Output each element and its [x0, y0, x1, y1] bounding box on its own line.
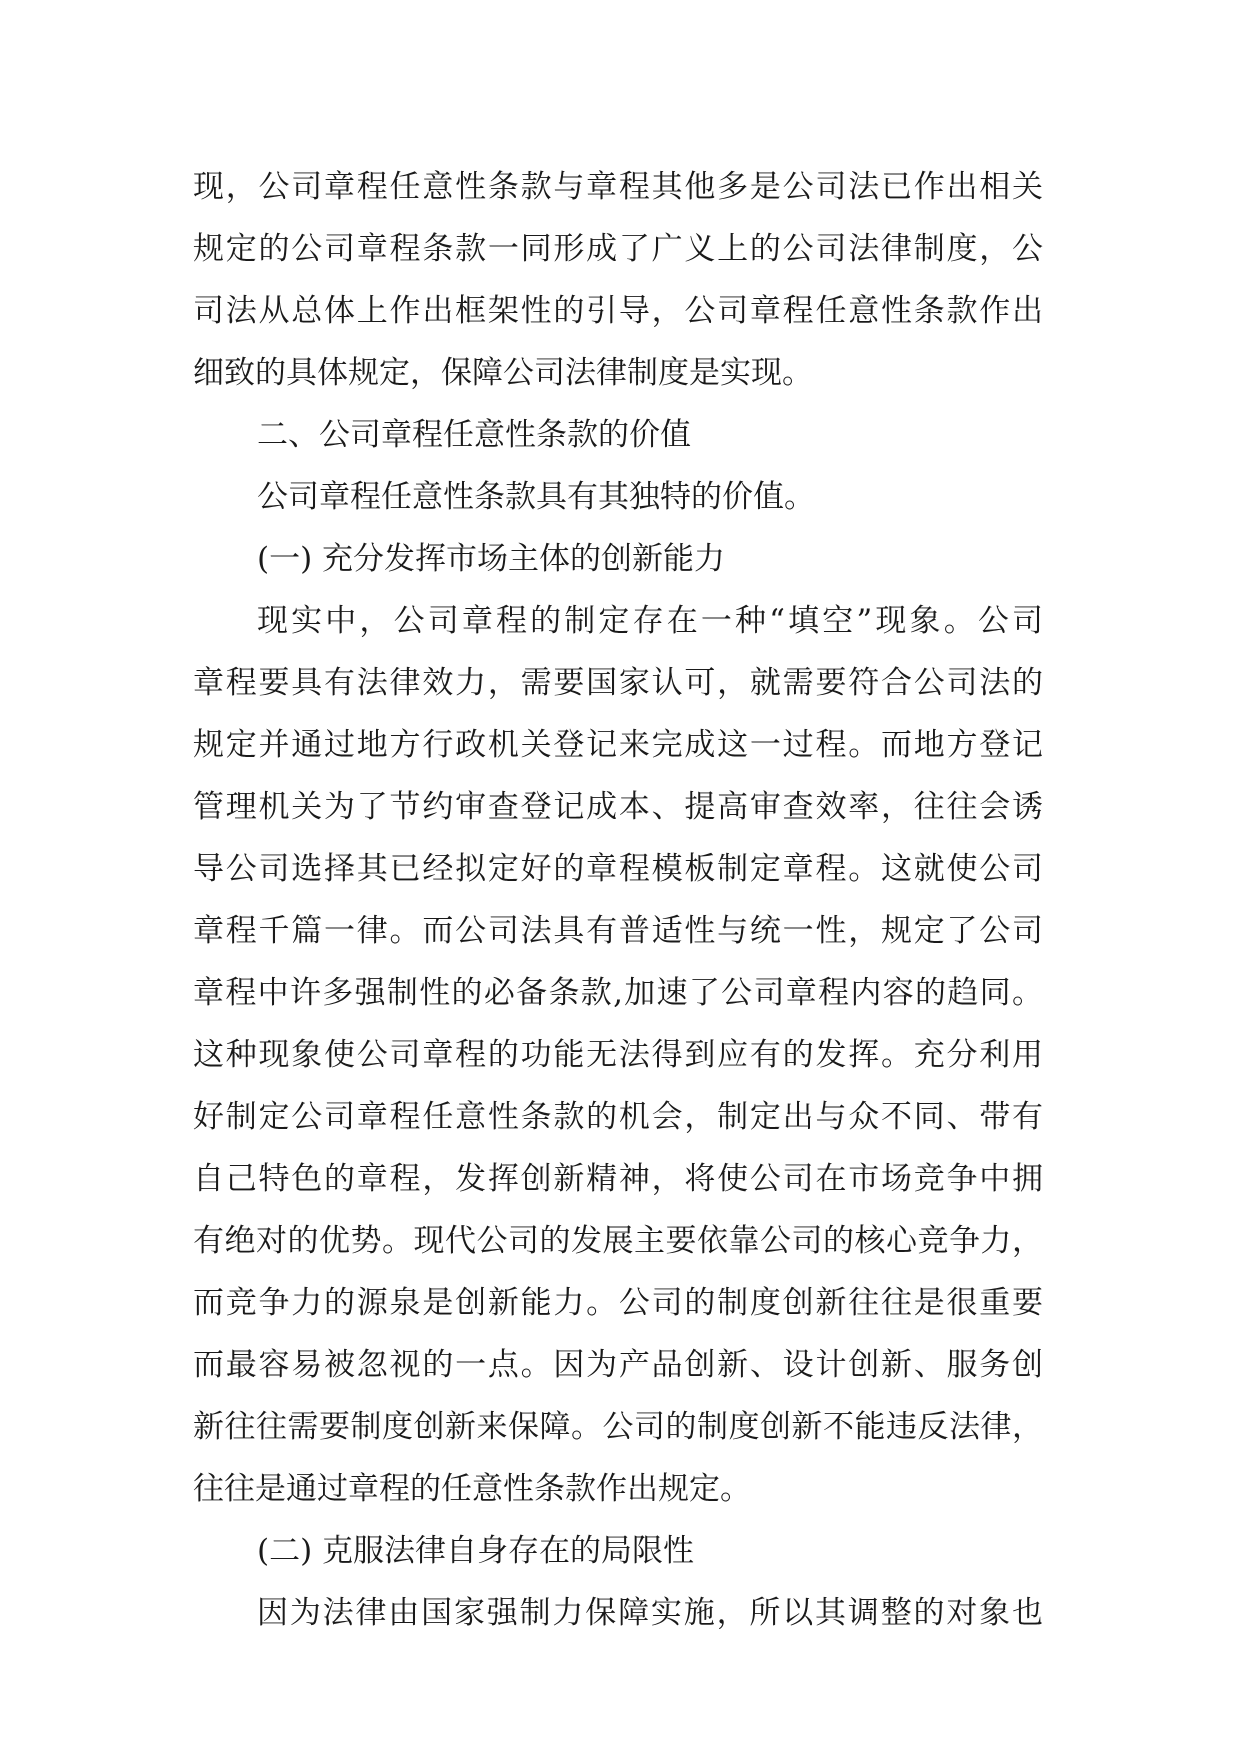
paragraph-first-line: 现实中，公司章程的制定存在一种“填空”现象。公司 — [257, 603, 1043, 639]
body-text-line: 导公司选择其已经拟定好的章程模板制定章程。这就使公司 — [193, 851, 1043, 887]
body-text-line: 有绝对的优势。现代公司的发展主要依靠公司的核心竞争力， — [193, 1223, 1043, 1259]
body-text-line: 章程要具有法律效力，需要国家认可，就需要符合公司法的 — [193, 665, 1043, 701]
body-text-line: 自己特色的章程，发挥创新精神，将使公司在市场竞争中拥 — [193, 1161, 1043, 1197]
body-text-line: 章程中许多强制性的必备条款,加速了公司章程内容的趋同。 — [193, 975, 1043, 1011]
body-text-line: 现，公司章程任意性条款与章程其他多是公司法已作出相关 — [193, 169, 1043, 205]
section-heading: 二、公司章程任意性条款的价值 — [257, 417, 691, 453]
body-text-line: 管理机关为了节约审查登记成本、提高审查效率，往往会诱 — [193, 789, 1043, 825]
body-text-line: 这种现象使公司章程的功能无法得到应有的发挥。充分利用 — [193, 1037, 1043, 1073]
paragraph-line: 公司章程任意性条款具有其独特的价值。 — [257, 479, 815, 515]
body-text-line: 而竞争力的源泉是创新能力。公司的制度创新往往是很重要 — [193, 1285, 1043, 1321]
document-page — [193, 156, 1043, 1644]
body-text-line: 司法从总体上作出框架性的引导，公司章程任意性条款作出 — [193, 293, 1043, 329]
body-text-line: 章程千篇一律。而公司法具有普适性与统一性，规定了公司 — [193, 913, 1043, 949]
body-text-line: 细致的具体规定，保障公司法律制度是实现。 — [193, 355, 813, 391]
paragraph-first-line: 因为法律由国家强制力保障实施，所以其调整的对象也 — [257, 1595, 1043, 1631]
body-text-line: 规定并通过地方行政机关登记来完成这一过程。而地方登记 — [193, 727, 1043, 763]
body-text-line: 新往往需要制度创新来保障。公司的制度创新不能违反法律， — [193, 1409, 1043, 1445]
body-text-line: 规定的公司章程条款一同形成了广义上的公司法律制度，公 — [193, 231, 1043, 267]
subsection-heading: (一) 充分发挥市场主体的创新能力 — [257, 541, 726, 577]
subsection-heading: (二) 克服法律自身存在的局限性 — [257, 1533, 695, 1569]
body-text-line: 好制定公司章程任意性条款的机会，制定出与众不同、带有 — [193, 1099, 1043, 1135]
body-text-line: 而最容易被忽视的一点。因为产品创新、设计创新、服务创 — [193, 1347, 1043, 1383]
body-text-line: 往往是通过章程的任意性条款作出规定。 — [193, 1471, 751, 1507]
